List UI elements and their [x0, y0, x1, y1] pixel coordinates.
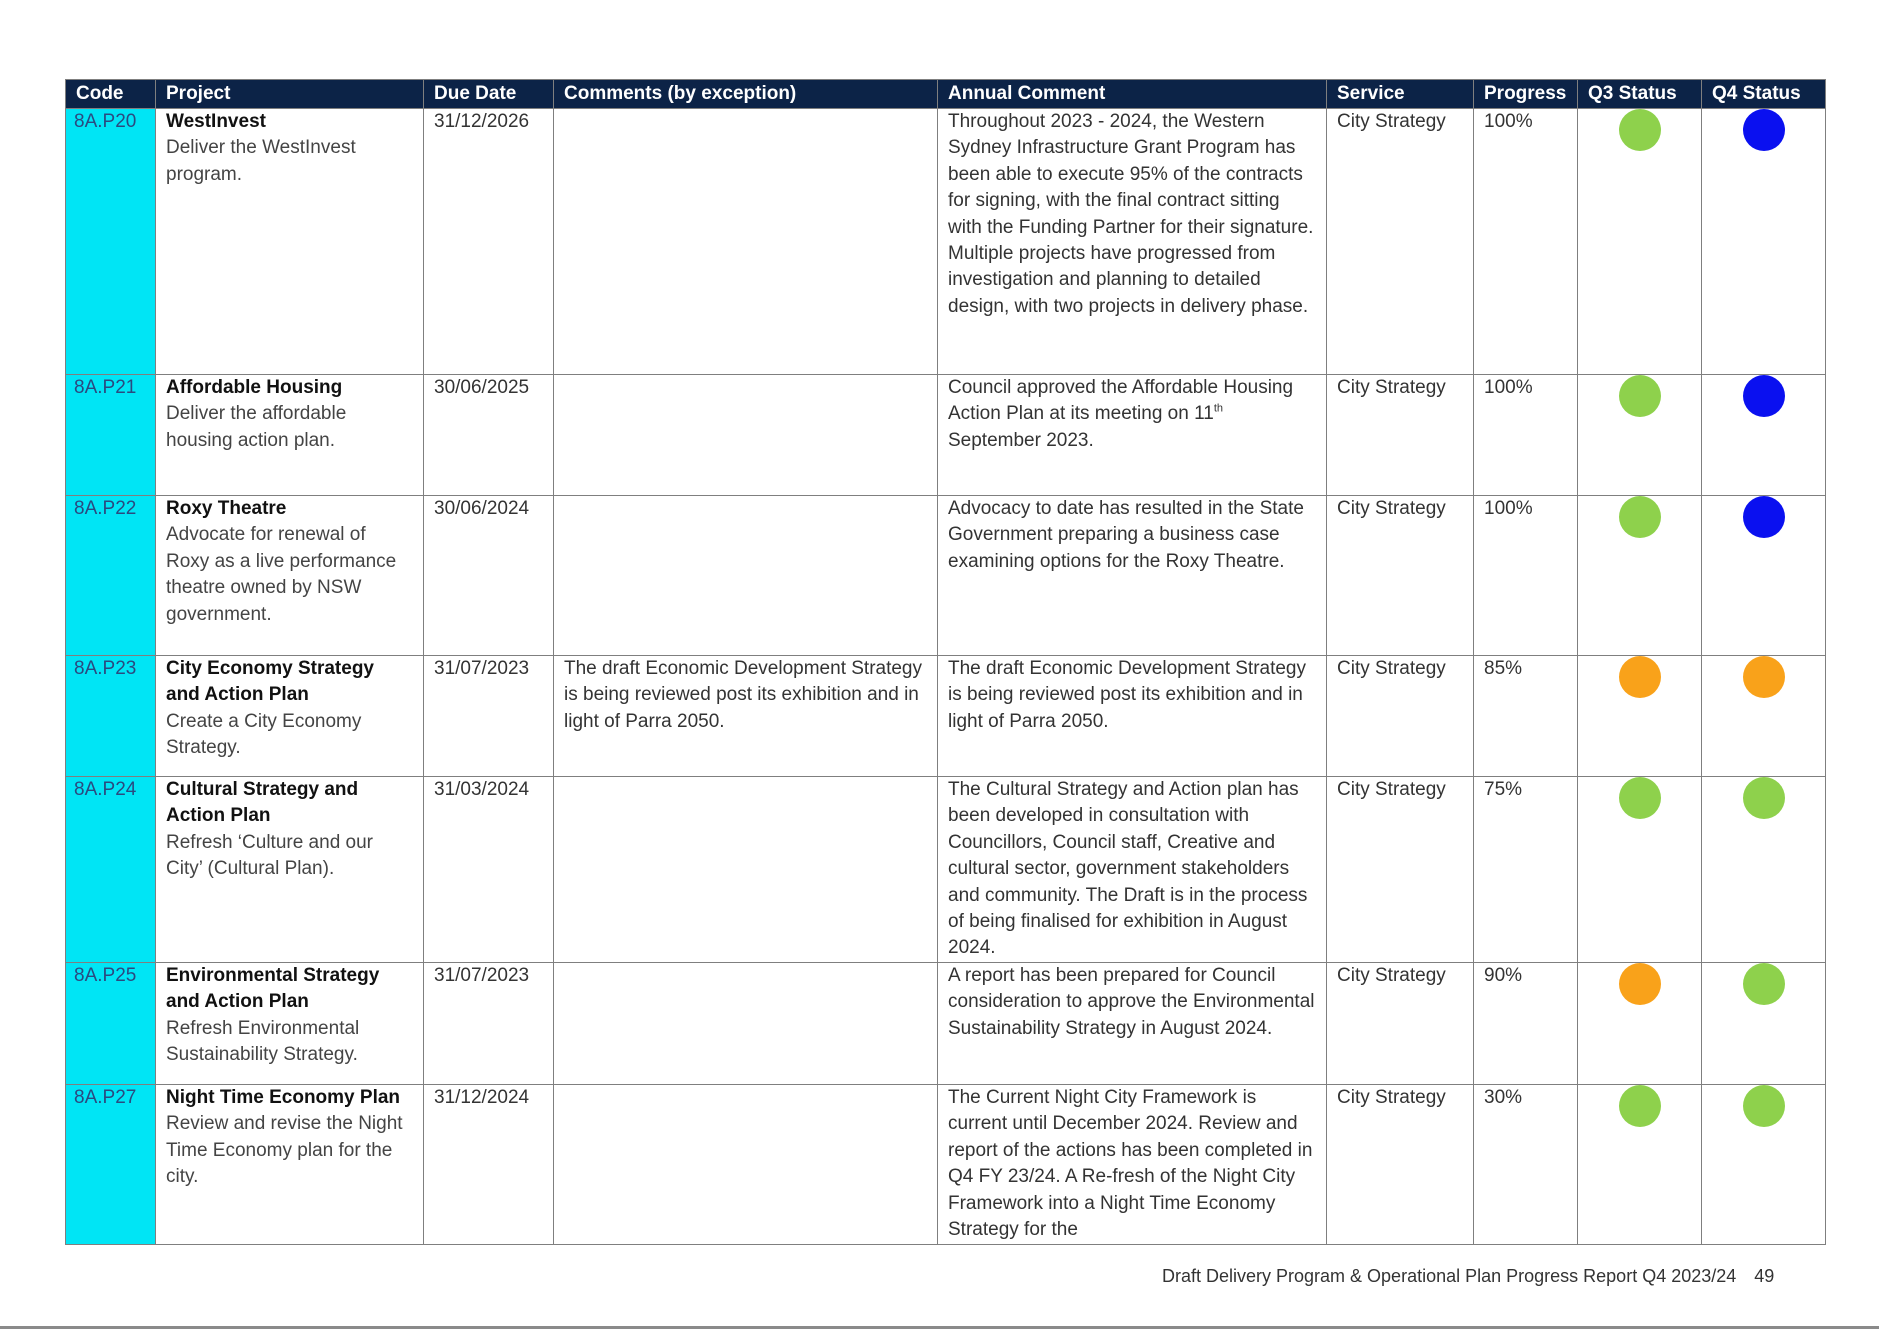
row-due-date: 31/07/2023	[424, 963, 554, 1085]
header-service: Service	[1327, 80, 1474, 109]
header-due-date: Due Date	[424, 80, 554, 109]
table-row	[66, 375, 1826, 496]
row-due-date: 30/06/2024	[424, 496, 554, 656]
project-description: Advocate for renewal of Roxy as a live performance theatre owned by NSW government.	[166, 524, 397, 625]
row-q4-status	[1702, 656, 1826, 777]
row-annual-comment: Advocacy to date has resulted in the State Government preparing a business case examining options for the Roxy Theatre.	[938, 496, 1327, 656]
row-annual-comment: The Current Night City Framework is current until December 2024. Review and report of the actions has been completed in Q4 FY 23/24. A Re-fresh of the Night City Framework into a Night Time Economy Strategy for the	[938, 1085, 1327, 1245]
q4-status-dot	[1743, 496, 1785, 538]
row-progress: 100%	[1474, 109, 1578, 375]
q3-status-dot	[1619, 1085, 1661, 1127]
row-project	[156, 496, 424, 656]
row-service: City Strategy	[1327, 109, 1474, 375]
row-comments	[554, 1085, 938, 1245]
project-description: Deliver the WestInvest program.	[166, 137, 356, 185]
row-code: 8A.P21	[66, 375, 156, 496]
row-due-date: 31/03/2024	[424, 777, 554, 963]
row-q3-status	[1578, 375, 1702, 496]
project-title: Roxy Theatre	[166, 498, 287, 519]
q3-status-dot	[1619, 496, 1661, 538]
q4-status-dot	[1743, 777, 1785, 819]
row-q3-status	[1578, 963, 1702, 1085]
row-project	[156, 109, 424, 375]
row-code: 8A.P20	[66, 109, 156, 375]
row-comments	[554, 109, 938, 375]
row-comments	[554, 375, 938, 496]
footer-title: Draft Delivery Program & Operational Plan Progress Report Q4 2023/24	[1162, 1266, 1737, 1286]
row-comments	[554, 496, 938, 656]
row-due-date: 31/12/2026	[424, 109, 554, 375]
row-service: City Strategy	[1327, 375, 1474, 496]
row-service: City Strategy	[1327, 777, 1474, 963]
header-q3-status: Q3 Status	[1578, 80, 1702, 109]
q4-status-dot	[1743, 109, 1785, 151]
row-due-date: 31/07/2023	[424, 656, 554, 777]
row-comments: The draft Economic Development Strategy is being reviewed post its exhibition and in light of Parra 2050.	[554, 656, 938, 777]
page-number: 49	[1754, 1266, 1775, 1286]
row-progress: 100%	[1474, 375, 1578, 496]
row-code: 8A.P25	[66, 963, 156, 1085]
row-code: 8A.P24	[66, 777, 156, 963]
q4-status-dot	[1743, 963, 1785, 1005]
table-row	[66, 1085, 1826, 1245]
q3-status-dot	[1619, 656, 1661, 698]
row-project	[156, 1085, 424, 1245]
project-title: Night Time Economy Plan	[166, 1087, 401, 1108]
q3-status-dot	[1619, 375, 1661, 417]
row-code: 8A.P22	[66, 496, 156, 656]
row-service: City Strategy	[1327, 1085, 1474, 1245]
q3-status-dot	[1619, 777, 1661, 819]
header-project: Project	[156, 80, 424, 109]
project-title: Environmental Strategy and Action Plan	[166, 965, 380, 1013]
row-q4-status	[1702, 777, 1826, 963]
row-annual-comment: The draft Economic Development Strategy is being reviewed post its exhibition and in light of Parra 2050.	[938, 656, 1327, 777]
row-project	[156, 963, 424, 1085]
row-code: 8A.P23	[66, 656, 156, 777]
project-description: Deliver the affordable housing action plan.	[166, 403, 347, 451]
header-code: Code	[66, 80, 156, 109]
project-description: Refresh ‘Culture and our City’ (Cultural Plan).	[166, 831, 373, 880]
header-q4-status: Q4 Status	[1702, 80, 1826, 109]
table-row	[66, 496, 1826, 656]
project-description: Refresh Environmental Sustainability Strategy.	[166, 1017, 360, 1066]
project-description: Create a City Economy Strategy.	[166, 710, 362, 759]
header-annual-comment: Annual Comment	[938, 80, 1327, 109]
q3-status-dot	[1619, 109, 1661, 151]
row-comments	[554, 963, 938, 1085]
header-comments: Comments (by exception)	[554, 80, 938, 109]
project-title: City Economy Strategy and Action Plan	[166, 658, 374, 706]
q4-status-dot	[1743, 656, 1785, 698]
row-service: City Strategy	[1327, 656, 1474, 777]
row-project	[156, 656, 424, 777]
row-progress: 100%	[1474, 496, 1578, 656]
q3-status-dot	[1619, 963, 1661, 1005]
table-row	[66, 109, 1826, 375]
row-q4-status	[1702, 963, 1826, 1085]
row-annual-comment: The Cultural Strategy and Action plan has been developed in consultation with Councillors, Council staff, Creative and cultural sector, government stakeholders and community. The Draft is in the process of being finalised for exhibition in August 2024.	[938, 777, 1327, 963]
row-q3-status	[1578, 777, 1702, 963]
row-annual-comment: Throughout 2023 - 2024, the Western Sydney Infrastructure Grant Program has been able to execute 95% of the contracts for signing, with the final contract sitting with the Funding Partner for their signature. Multiple projects have progressed from investigation and planning to detailed design, with two projects in delivery phase.	[938, 109, 1327, 375]
row-due-date: 31/12/2024	[424, 1085, 554, 1245]
header-progress: Progress	[1474, 80, 1578, 109]
row-service: City Strategy	[1327, 963, 1474, 1085]
row-comments	[554, 777, 938, 963]
progress-table	[65, 79, 1826, 1245]
row-q4-status	[1702, 1085, 1826, 1245]
row-q4-status	[1702, 496, 1826, 656]
row-q3-status	[1578, 109, 1702, 375]
row-q3-status	[1578, 496, 1702, 656]
row-code: 8A.P27	[66, 1085, 156, 1245]
project-description: Review and revise the Night Time Economy plan for the city.	[166, 1113, 403, 1188]
project-title: Affordable Housing	[166, 377, 343, 398]
project-title: Cultural Strategy and Action Plan	[166, 779, 359, 827]
row-progress: 75%	[1474, 777, 1578, 963]
row-q4-status	[1702, 375, 1826, 496]
row-progress: 90%	[1474, 963, 1578, 1085]
row-q3-status	[1578, 656, 1702, 777]
table-row	[66, 777, 1826, 963]
row-annual-comment: Council approved the Affordable Housing Action Plan at its meeting on 11th September 2023.	[938, 375, 1327, 496]
row-annual-comment: A report has been prepared for Council consideration to approve the Environmental Sustainability Strategy in August 2024.	[938, 963, 1327, 1085]
q4-status-dot	[1743, 375, 1785, 417]
table-row	[66, 656, 1826, 777]
page-footer	[1162, 1266, 1774, 1287]
q4-status-dot	[1743, 1085, 1785, 1127]
table-header-row	[66, 80, 1826, 109]
row-project	[156, 777, 424, 963]
project-title: WestInvest	[166, 111, 266, 132]
table-row	[66, 963, 1826, 1085]
row-q3-status	[1578, 1085, 1702, 1245]
row-q4-status	[1702, 109, 1826, 375]
row-progress: 85%	[1474, 656, 1578, 777]
row-project	[156, 375, 424, 496]
row-progress: 30%	[1474, 1085, 1578, 1245]
row-due-date: 30/06/2025	[424, 375, 554, 496]
row-service: City Strategy	[1327, 496, 1474, 656]
